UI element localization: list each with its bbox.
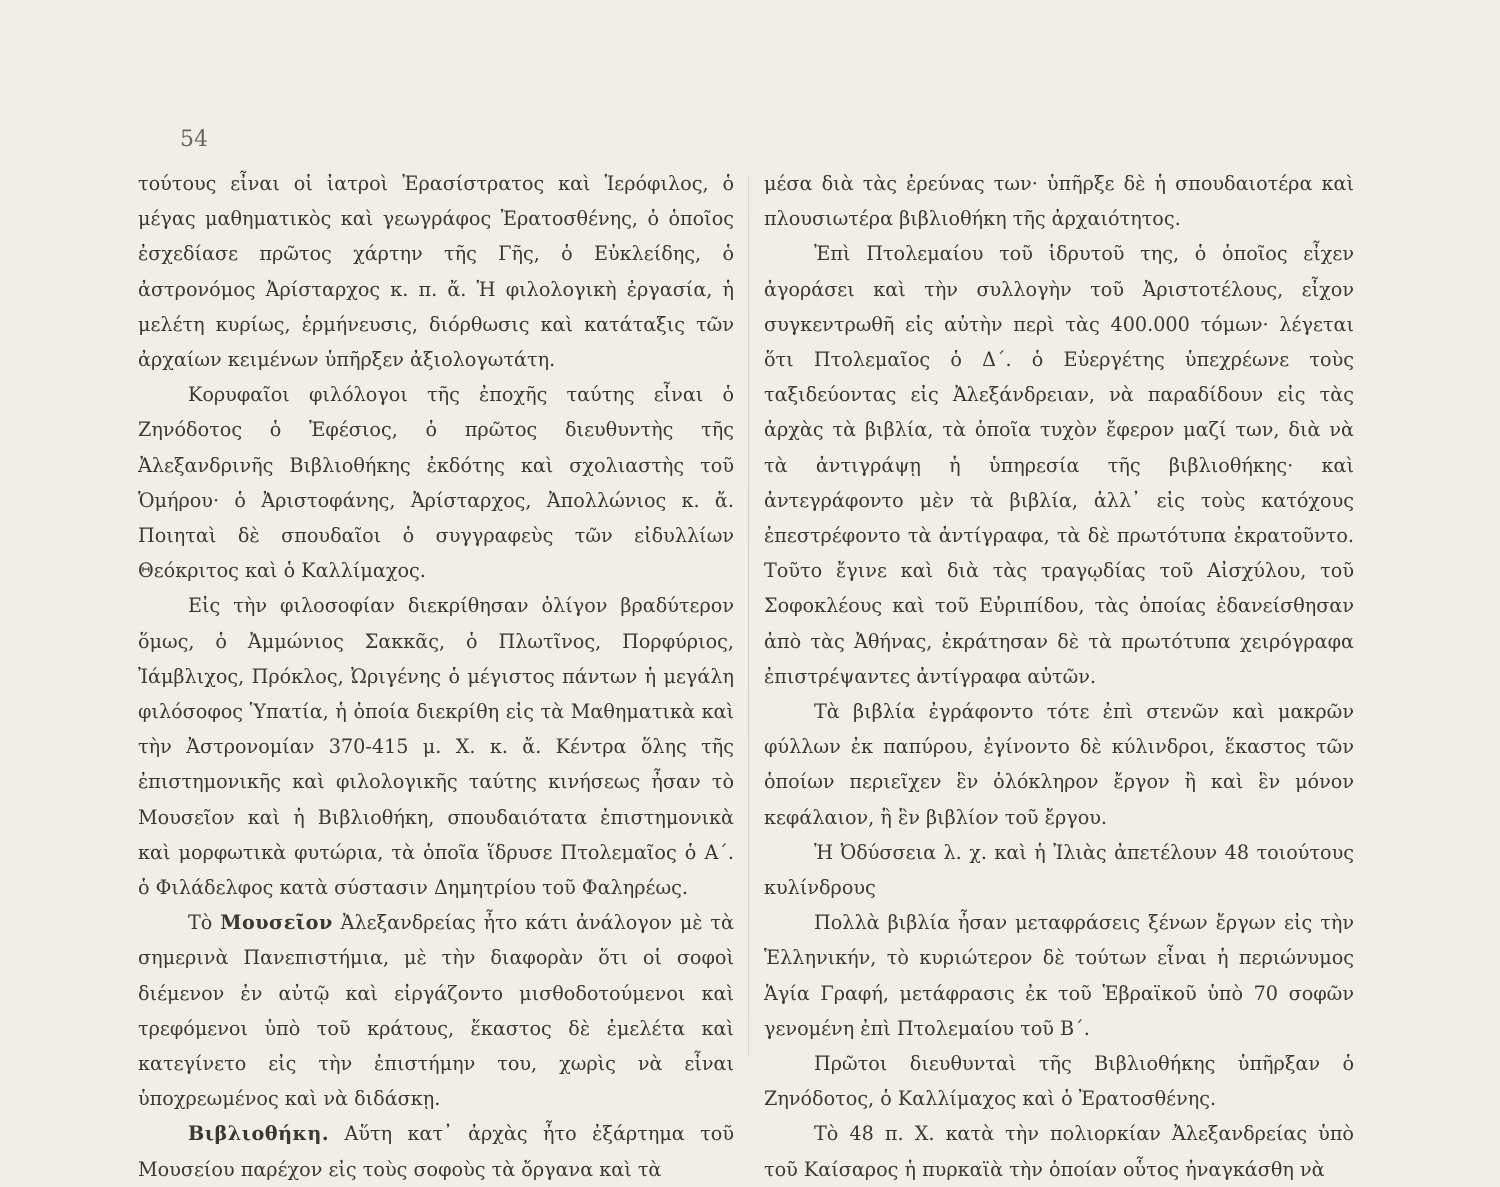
library-term: Βιβλιοθήκη. [188, 1122, 330, 1146]
right-paragraph-2: Ἐπὶ Πτολεμαίου τοῦ ἱδρυτοῦ της, ὁ ὁποῖος εἶχεν ἀγοράσει καὶ τὴν συλλογὴν τοῦ Ἀριστοτέλους, εἶχον συγκεντρωθῆ εἰς αὐτὴν περὶ τὰς 400.000 τόμων· λέγεται ὅτι Πτολεμαῖος ὁ Δ΄. ὁ Εὐεργέτης ὑπεχρέωνε τοὺς ταξιδεύοντας εἰς Ἀλεξάνδρειαν, νὰ παραδίδουν εἰς τὰς ἀρχὰς τὰ βιβλία, τὰ ὁποῖα τυχὸν ἔφερον μαζί των, διὰ νὰ τὰ ἀντιγράψῃ ἡ ὑπηρεσία τῆς βιβλιοθήκης· καὶ ἀντεγράφοντο μὲν τὰ βιβλία, ἀλλ᾽ εἰς τοὺς κατόχους ἐπεστρέφοντο τὰ ἀντίγραφα, τὰ δὲ πρωτότυπα ἐκρατοῦντο. Τοῦτο ἔγινε καὶ διὰ τὰς τραγῳδίας τοῦ Αἰσχύλου, τοῦ Σοφοκλέους καὶ τοῦ Εὐριπίδου, τὰς ὁποίας ἐδανείσθησαν ἀπὸ τὰς Ἀθήνας, ἐκράτησαν δὲ τὰ πρωτότυπα χειρόγραφα ἐπιστρέψαντες ἀντίγραφα αὐτῶν. [764, 242, 1354, 688]
right-paragraph-1: μέσα διὰ τὰς ἐρεύνας των· ὑπῆρξε δὲ ἡ σπουδαιοτέρα καὶ πλουσιωτέρα βιβλιοθήκη τῆς ἀρχαιότητος. [764, 172, 1354, 231]
left-paragraph-2: Κορυφαῖοι φιλόλογοι τῆς ἐποχῆς ταύτης εἶναι ὁ Ζηνόδοτος ὁ Ἐφέσιος, ὁ πρῶτος διευθυντὴς τῆς Ἀλεξανδρινῆς Βιβλιοθήκης ἐκδότης καὶ σχολιαστὴς τοῦ Ὁμήρου· ὁ Ἀριστοφάνης, Ἀρίσταρχος, Ἀπολλώνιος κ. ἄ. Ποιηταὶ δὲ σπουδαῖοι ὁ συγγραφεὺς τῶν εἰδυλλίων Θεόκριτος καὶ ὁ Καλλίμαχος. [138, 383, 734, 583]
museum-term: Μουσεῖον [220, 911, 333, 935]
left-paragraph-4 [138, 905, 734, 1116]
right-paragraph-5: Πολλὰ βιβλία ἦσαν μεταφράσεις ξένων ἔργων εἰς τὴν Ἑλληνικήν, τὸ κυριώτερον δὲ τούτων εἶναι ἡ περιώνυμος Ἁγία Γραφή, μετάφρασις ἐκ τοῦ Ἑβραϊκοῦ ὑπὸ 70 σοφῶν γενομένη ἐπὶ Πτολεμαίου τοῦ Β΄. [764, 911, 1354, 1040]
left-column [138, 166, 734, 1187]
right-paragraph-6: Πρῶτοι διευθυνταὶ τῆς Βιβλιοθήκης ὑπῆρξαν ὁ Ζηνόδοτος, ὁ Καλλίμαχος καὶ ὁ Ἐρατοσθένης. [764, 1052, 1354, 1111]
left-paragraph-3: Εἰς τὴν φιλοσοφίαν διεκρίθησαν ὀλίγον βραδύτερον ὅμως, ὁ Ἀμμώνιος Σακκᾶς, ὁ Πλωτῖνος, Πορφύριος, Ἰάμβλιχος, Πρόκλος, Ὠριγένης ὁ μέγιστος πάντων ἡ μεγάλη φιλόσοφος Ὑπατία, ἡ ὁποία διεκρίθη εἰς τὰ Μαθηματικὰ καὶ τὴν Ἀστρονομίαν 370-415 μ. Χ. κ. ἄ. Κέντρα ὅλης τῆς ἐπιστημονικῆς καὶ φιλολογικῆς ταύτης κινήσεως ἦσαν τὸ Μουσεῖον καὶ ἡ Βιβλιοθήκη, σπουδαιότατα ἐπιστημονικὰ καὶ μορφωτικὰ φυτώρια, τὰ ὁποῖα ἵδρυσε Πτολεμαῖος ὁ Α΄. ὁ Φιλάδελφος κατὰ σύστασιν Δημητρίου τοῦ Φαληρέως. [138, 594, 734, 900]
page-number: 54 [180, 127, 208, 152]
museum-text: Ἀλεξανδρείας ἦτο κάτι ἀνάλογον μὲ τὰ σημερινὰ Πανεπιστήμια, μὲ τὴν διαφορὰν ὅτι οἱ σοφοὶ διέμενον ἐν αὐτῷ καὶ εἰργάζοντο μισθοδοτούμενοι καὶ τρεφόμενοι ὑπὸ τοῦ κράτους, ἕκαστος δὲ ἐμελέτα καὶ κατεγίνετο εἰς τὴν ἐπιστήμην του, χωρὶς νὰ εἶναι ὑποχρεωμένος καὶ νὰ διδάσκῃ. [138, 911, 734, 1111]
right-paragraph-4: Ἡ Ὀδύσσεια λ. χ. καὶ ἡ Ἰλιὰς ἀπετέλουν 48 τοιούτους κυλίνδρους [764, 840, 1354, 900]
right-paragraph-7: Τὸ 48 π. Χ. κατὰ τὴν πολιορκίαν Ἀλεξανδρείας ὑπὸ τοῦ Καίσαρος ἡ πυρκαϊὰ τὴν ὁποίαν οὗτος ἠναγκάσθη νὰ [764, 1122, 1354, 1181]
left-paragraph-5 [138, 1116, 734, 1186]
right-paragraph-3: Τὰ βιβλία ἐγράφοντο τότε ἐπὶ στενῶν καὶ μακρῶν φύλλων ἐκ παπύρου, ἐγίνοντο δὲ κύλινδροι, ἕκαστος τῶν ὁποίων περιεῖχεν ἓν ὁλόκληρον ἔργον ἢ καὶ ἓν μόνον κεφάλαιον, ἢ ἓν βιβλίον τοῦ ἔργου. [764, 700, 1354, 829]
library-text: Αὕτη κατ᾽ ἀρχὰς ἦτο ἐξάρτημα τοῦ Μουσείου παρέχον εἰς τοὺς σοφοὺς τὰ ὄργανα καὶ τὰ [138, 1122, 734, 1181]
column-divider [748, 176, 749, 1056]
museum-intro: Τὸ [188, 911, 213, 935]
left-paragraph-1: τούτους εἶναι οἱ ἰατροὶ Ἐρασίστρατος καὶ Ἱερόφιλος, ὁ μέγας μαθηματικὸς καὶ γεωγράφος Ἐρατοσθένης, ὁ ὁποῖος ἐσχεδίασε πρῶτος χάρτην τῆς Γῆς, ὁ Εὐκλείδης, ὁ ἀστρονόμος Ἀρίσταρχος κ. π. ἄ. Ἡ φιλολογικὴ ἐργασία, ἡ μελέτη κυρίως, ἑρμήνευσις, διόρθωσις καὶ κατάταξις τῶν ἀρχαίων κειμένων ὑπῆρξεν ἀξιολογωτάτη. [138, 172, 734, 372]
right-column [764, 166, 1354, 1187]
